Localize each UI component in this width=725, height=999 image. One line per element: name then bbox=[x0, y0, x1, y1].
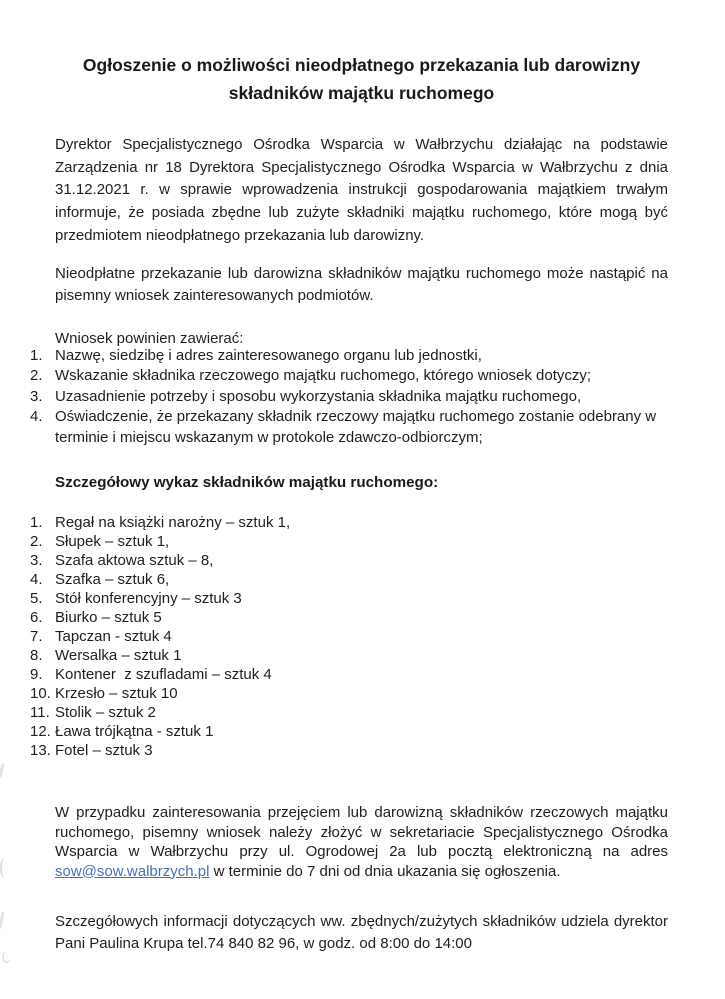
list-item bbox=[30, 387, 680, 407]
list-item-number: 11. bbox=[30, 704, 50, 721]
wykaz-items-list bbox=[30, 513, 680, 760]
list-item-number: 2. bbox=[30, 533, 43, 550]
list-item bbox=[30, 346, 680, 366]
list-item-number: 12. bbox=[30, 723, 51, 740]
email-link[interactable]: sow@sow.walbrzych.pl bbox=[55, 862, 210, 880]
scan-artifact bbox=[0, 858, 9, 878]
paragraph-intro: Dyrektor Specjalistycznego Ośrodka Wsparcia w Wałbrzychu działając na podstawie Zarządzenia nr 18 Dyrektora Specjalistycznego Ośrodka Wsparcia w Wałbrzychu z dnia 31.12.2021 r. w sprawie wprowadzenia instrukcji gospodarowania majątkiem trwałym informuje, że posiada zbędne lub zużyte składniki majątku ruchomego, które mogą być przedmiotem nieodpłatnego przekazania lub darowizny. bbox=[55, 136, 668, 244]
list-item-number: 13. bbox=[30, 742, 51, 759]
list-item-number: 4. bbox=[30, 408, 43, 426]
list-item-text: Oświadczenie, że przekazany składnik rzeczowy majątku ruchomego zostanie odebrany w terminie i miejscu wskazanym w protokole zdawczo-odbiorczym; bbox=[55, 408, 661, 446]
list-item-text: Regał na książki narożny – sztuk 1, bbox=[55, 514, 291, 531]
list-item-number: 5. bbox=[30, 590, 43, 607]
list-item-number: 1. bbox=[30, 514, 43, 531]
list-item-text: Tapczan - sztuk 4 bbox=[55, 628, 172, 645]
paragraph-submit bbox=[55, 803, 668, 881]
paragraph-wniosek-intro: Wniosek powinien zawierać: bbox=[55, 330, 244, 347]
document-title bbox=[55, 51, 668, 107]
list-item-text: Krzesło – sztuk 10 bbox=[55, 685, 178, 702]
list-item-text: Stół konferencyjny – sztuk 3 bbox=[55, 590, 242, 607]
list-item-number: 10. bbox=[30, 685, 51, 702]
list-item-text: Słupek – sztuk 1, bbox=[55, 533, 170, 550]
list-item bbox=[30, 513, 680, 532]
list-item-number: 3. bbox=[30, 552, 43, 569]
list-item bbox=[30, 407, 680, 448]
list-item-text: Nazwę, siedzibę i adres zainteresowanego organu lub jednostki, bbox=[55, 347, 482, 364]
list-item bbox=[30, 570, 680, 589]
list-item-text: Biurko – sztuk 5 bbox=[55, 609, 162, 626]
list-item-number: 4. bbox=[30, 571, 43, 588]
wniosek-requirements-list bbox=[30, 346, 680, 448]
list-item-text: Stolik – sztuk 2 bbox=[55, 704, 156, 721]
list-item-number: 7. bbox=[30, 628, 43, 645]
list-item-number: 9. bbox=[30, 666, 43, 683]
list-item bbox=[30, 703, 680, 722]
list-item bbox=[30, 646, 680, 665]
list-item bbox=[30, 722, 680, 741]
paragraph-contact: Szczegółowych informacji dotyczących ww. zbędnych/zużytych składników udziela dyrektor Pani Paulina Krupa tel.74 840 82 96, w godz. od 8:00 do 14:00 bbox=[55, 913, 668, 952]
list-item-text: Kontener z szufladami – sztuk 4 bbox=[55, 666, 272, 683]
document-title-line1: Ogłoszenie o możliwości nieodpłatnego przekazania lub darowizny bbox=[82, 55, 641, 75]
list-item bbox=[30, 684, 680, 703]
list-item bbox=[30, 608, 680, 627]
scan-artifact bbox=[2, 951, 11, 963]
list-item-number: 6. bbox=[30, 609, 43, 626]
list-item-text: Uzasadnienie potrzeby i sposobu wykorzystania składnika majątku ruchomego, bbox=[55, 387, 582, 405]
paragraph-transfer: Nieodpłatne przekazanie lub darowizna składników majątku ruchomego może nastąpić na pisemny wniosek zainteresowanych podmiotów. bbox=[55, 265, 668, 304]
paragraph-submit-after: w terminie do 7 dni od dnia ukazania się ogłoszenia. bbox=[209, 862, 561, 880]
list-item-number: 2. bbox=[30, 367, 43, 385]
list-item bbox=[30, 665, 680, 684]
list-item-text: Fotel – sztuk 3 bbox=[55, 742, 153, 759]
list-item-text: Wskazanie składnika rzeczowego majątku ruchomego, którego wniosek dotyczy; bbox=[55, 367, 592, 385]
document-title-line2: składników majątku ruchomego bbox=[228, 83, 495, 103]
list-item-text: Szafa aktowa sztuk – 8, bbox=[55, 552, 214, 569]
list-item bbox=[30, 551, 680, 570]
list-item bbox=[30, 741, 680, 760]
list-item bbox=[30, 366, 680, 386]
paragraph-submit-before: W przypadku zainteresowania przejęciem lub darowizną składników rzeczowych majątku ruchomego, pisemny wniosek należy złożyć w sekretariacie Specjalistycznego Ośrodka Wsparcia w Wałbrzychu przy ul. Ogrodowej 2a lub pocztą elektroniczną na adres bbox=[55, 804, 668, 860]
list-item bbox=[30, 589, 680, 608]
list-item-text: Wersalka – sztuk 1 bbox=[55, 647, 182, 664]
list-item-number: 3. bbox=[30, 387, 43, 405]
wykaz-section-heading: Szczegółowy wykaz składników majątku ruchomego: bbox=[55, 474, 439, 491]
list-item bbox=[30, 532, 680, 551]
list-item-number: 1. bbox=[30, 347, 43, 364]
scan-artifact bbox=[0, 763, 5, 778]
list-item-text: Szafka – sztuk 6, bbox=[55, 571, 170, 588]
list-item-text: Ława trójkątna - sztuk 1 bbox=[55, 723, 214, 740]
list-item-number: 8. bbox=[30, 647, 43, 664]
list-item bbox=[30, 627, 680, 646]
scan-artifact bbox=[0, 912, 4, 929]
